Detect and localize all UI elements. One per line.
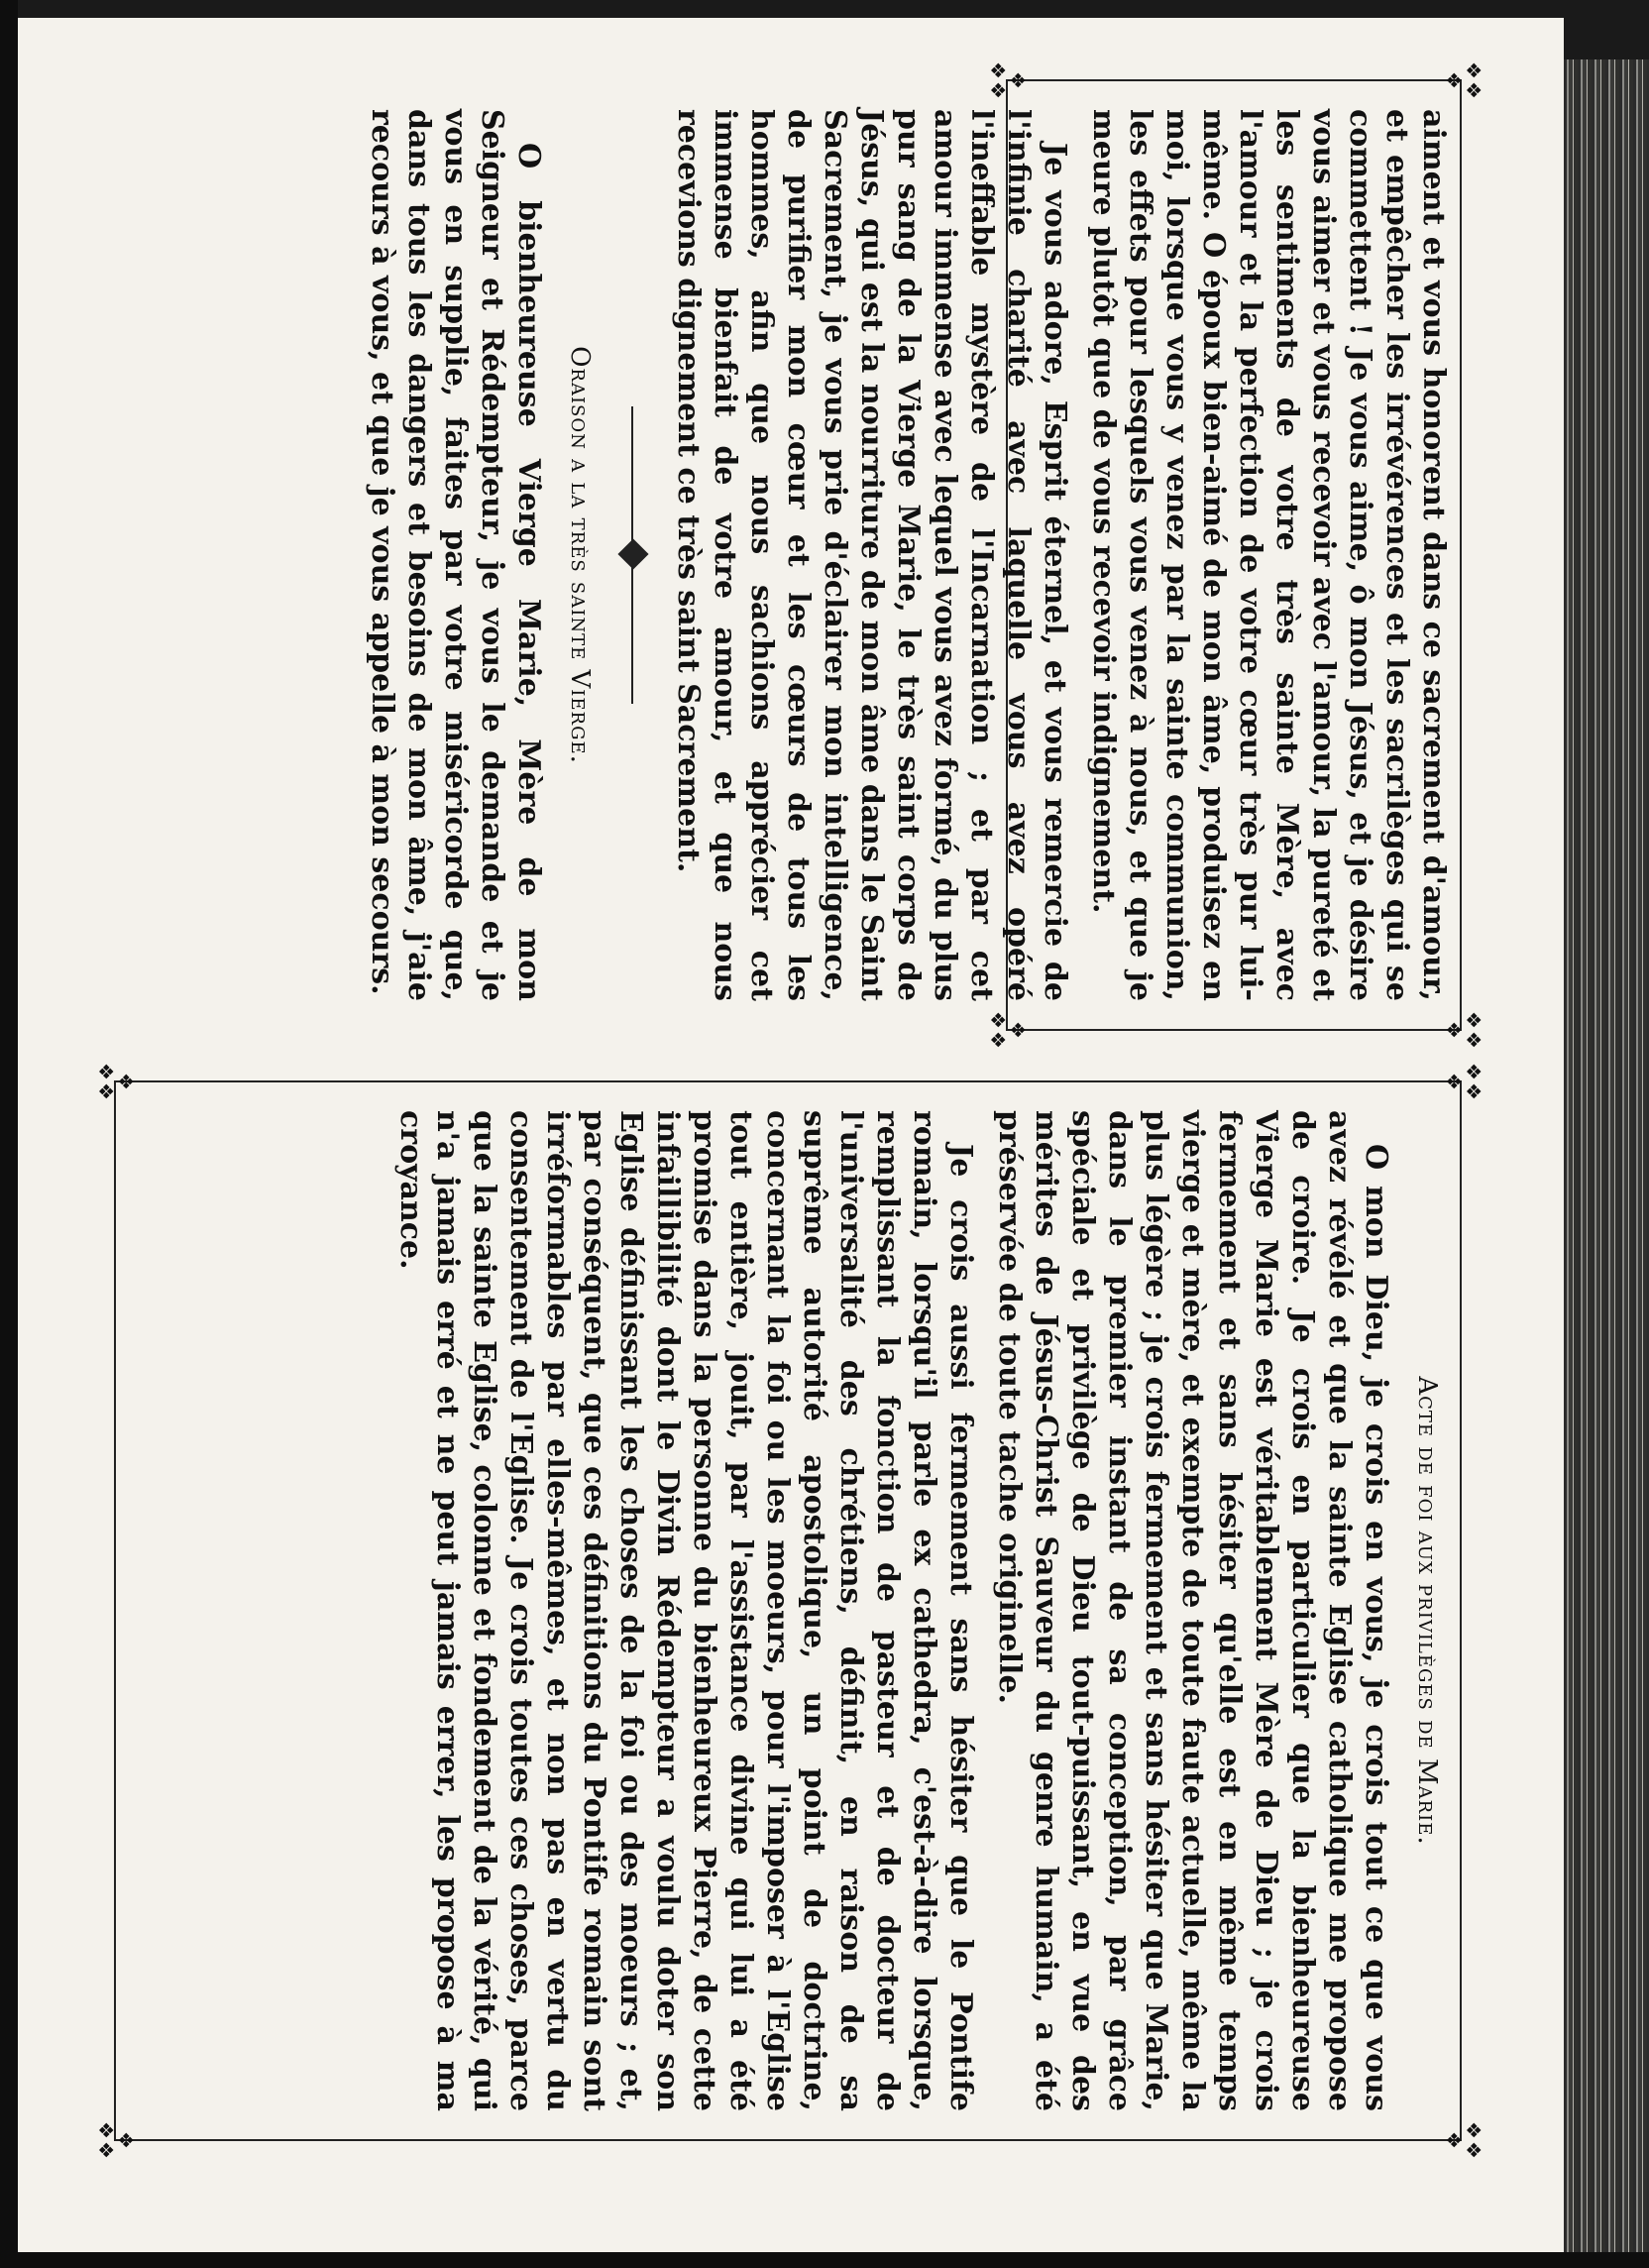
book-page-edge <box>1564 59 1649 2268</box>
corner-ornament-icon: ❖❖ ❖ <box>1442 2121 1485 2159</box>
corner-ornament-icon: ❖❖ ❖ <box>1442 1063 1485 1100</box>
paragraph-acte-1: O mon Dieu, je crois en vous, je crois tout ce que vous avez révélé et que la sainte Eglise catholique me propose de croire. Je crois en particulier que la bienheureuse Vierge Marie est véritablement Mère de Dieu ; je crois fermement et sans hésiter qu'elle est en même temps vierge et mère, et exempte de toute faute actuelle, même la plus légère ; je crois fermement et sans hésiter que Marie, dans le premier instant de sa conception, par grâce spéciale et privilège de Dieu tout-puissant, en vue des mérites de Jésus-Christ Sauveur du genre humain, a été préservée de toute tache originelle. <box>992 1110 1393 2111</box>
rotated-page-content <box>94 61 1531 2181</box>
section-title-oraison: Oraison a la très sainte Vierge. <box>565 346 595 764</box>
corner-ornament-icon: ❖ ❖❖ <box>986 1011 1030 1049</box>
paragraph-oraison: O bienheureuse Vierge Marie, Mère de mon Seigneur et Rédempteur, je vous le demande et je vous en supplie, faites par votre miséricorde que, dans tous les dangers et besoins de mon âme, j'aie recours à vous, et que je vous appelle à mon secours. <box>365 109 546 1001</box>
paragraph-esprit-eternel: Je vous adore, Esprit éternel, et vous remercie de l'infinie charité avec laquelle vous avez opéré l'ineffable mystère de l'Incarnation ; et par cet amour immense avec lequel vous avez formé, du plus pur sang de la Vierge Marie, le très saint corps de Jésus, qui est la nourriture de mon âme dans le Saint Sacrement, je vous prie d'éclairer mon intelligence, de purifier mon cœur et les cœurs de tous les hommes, afin que nous sachions apprécier cet immense bienfait de votre amour, et que nous recevions dignement ce très saint Sacrement. <box>671 109 1072 1001</box>
corner-ornament-icon: ❖ ❖❖ <box>94 2121 138 2159</box>
section-continuation <box>352 109 1452 1001</box>
corner-ornament-icon: ❖ ❖❖ <box>94 1063 138 1100</box>
scan-left-edge <box>0 0 18 2268</box>
section-acte-de-foi <box>381 1110 1442 2111</box>
corner-ornament-icon: ❖❖ ❖ <box>1442 1011 1485 1049</box>
diamond-ornament-icon <box>617 538 648 569</box>
section-separator <box>612 406 652 704</box>
section-title-acte-de-foi: Acte de foi aux privilèges de Marie. <box>1412 1376 1442 1846</box>
scan-bottom-edge <box>0 2252 1649 2268</box>
corner-ornament-icon: ❖ ❖❖ <box>986 61 1030 99</box>
corner-ornament-icon: ❖❖ ❖ <box>1442 61 1485 99</box>
paragraph-acte-2: Je crois aussi fermement sans hésiter que le Pontife romain, lorsqu'il parle ex cathedra, c'est-à-dire lorsque, remplissant la fonction de pasteur et de docteur de l'universalité des chrétiens, définit, en raison de sa suprême autorité apostolique, un point de doctrine, concernant la foi ou les moeurs, pour l'imposer à l'Eglise tout entière, jouit, par l'assistance divine qui lui a été promise dans la personne du bienheureux Pierre, de cette infaillibilité dont le Divin Rédempteur a voulu doter son Eglise définissant les choses de la foi ou des moeurs ; et, par conséquent, que ces définitions du Pontife romain sont irréformables par elles-mêmes, et non pas en vertu du consentement de l'Eglise. Je crois toutes ces choses, parce que la sainte Eglise, colonne et fondement de la vérité, qui n'a jamais erré et ne peut jamais errer, les propose à ma croyance. <box>393 1110 978 2111</box>
paragraph-continuation: aiment et vous honorent dans ce sacrement d'amour, et empêcher les irrévérences et les sacrilèges qui se commettent ! Je vous aime, ô mon Jésus, et je désire vous aimer et vous recevoir avec l'amour, la pureté et les sentiments de votre très sainte Mère, avec l'amour et la perfection de votre cœur très pur lui-même. O époux bien-aimé de mon âme, produisez en moi, lorsque vous y venez par la sainte communion, les effets pour lesquels vous venez à nous, et que je meure plutôt que de vous recevoir indignement. <box>1086 109 1451 1001</box>
